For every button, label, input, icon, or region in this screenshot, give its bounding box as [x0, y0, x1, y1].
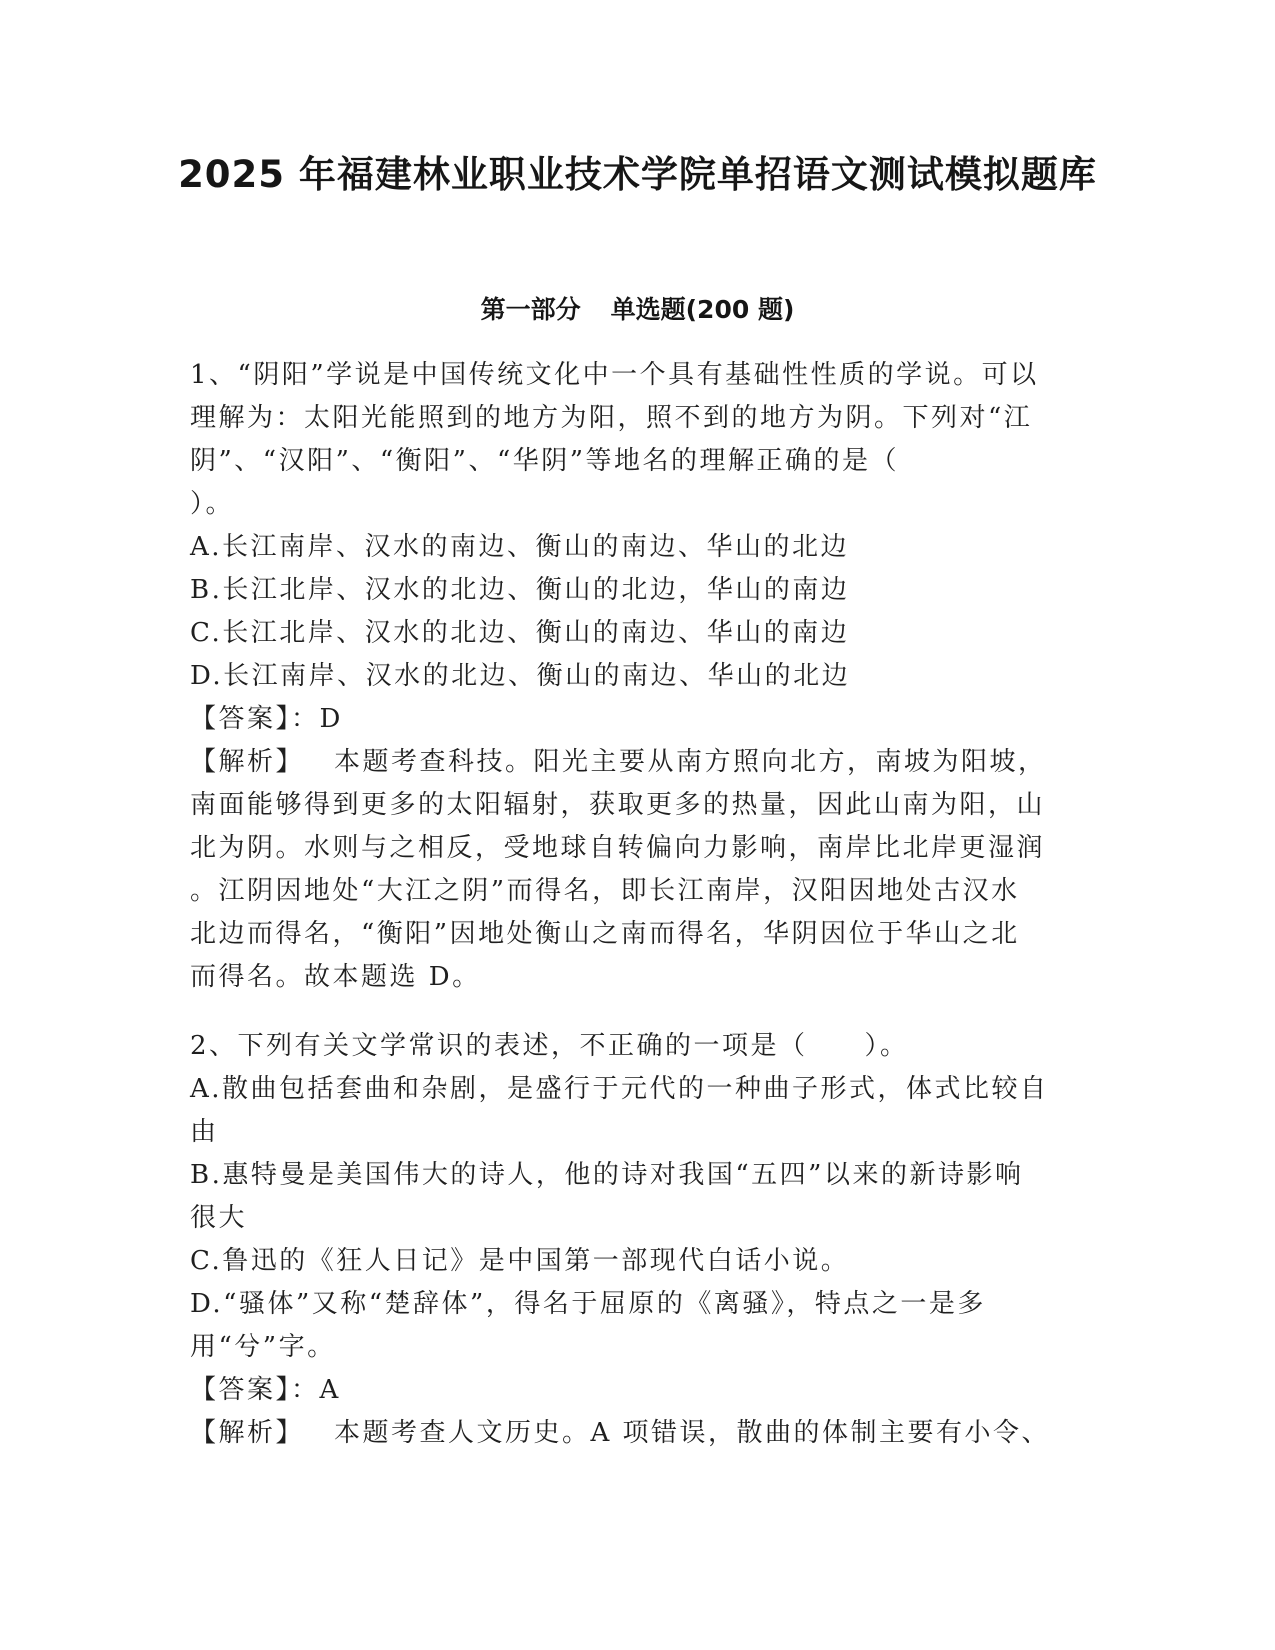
answer-value: D [319, 704, 343, 734]
option-a: A.长江南岸、汉水的南边、衡山的南边、华山的北边 [190, 532, 850, 562]
question-stem-line: 1、“阴阳”学说是中国传统文化中一个具有基础性性质的学说。可以 [190, 360, 1039, 390]
question-list [190, 354, 1080, 1455]
analysis-line [190, 1412, 1080, 1455]
answer-value: A [319, 1375, 341, 1405]
answer-line [190, 698, 1080, 741]
option-c: C.长江北岸、汉水的北边、衡山的南边、华山的南边 [190, 618, 850, 648]
question-stem-line: ）。 [190, 489, 235, 519]
option-a: A.散曲包括套曲和杂剧，是盛行于元代的一种曲子形式，体式比较自 [190, 1074, 1049, 1104]
option-d: D.“骚体”又称“楚辞体”，得名于屈原的《离骚》，特点之一是多 [190, 1289, 986, 1319]
option-b-continued: 很大 [190, 1203, 248, 1233]
question-stem-line: 2、下列有关文学常识的表述，不正确的一项是（ ）。 [190, 1031, 909, 1061]
section-name: 单选题(200 题) [610, 295, 795, 324]
document-title: 2025 年福建林业职业技术学院单招语文测试模拟题库 [178, 153, 1097, 196]
question-2 [190, 1025, 1080, 1455]
analysis-text: 本题考查人文历史。A 项错误，散曲的体制主要有小令、 [334, 1418, 1051, 1448]
question-stem-line: 理解为：太阳光能照到的地方为阳，照不到的地方为阴。下列对“江 [190, 403, 1033, 433]
analysis-line: 。江阴因地处“大江之阴”而得名，即长江南岸，汉阳因地处古汉水 [190, 876, 1020, 906]
analysis-line: 南面能够得到更多的太阳辐射，获取更多的热量，因此山南为阳，山 [190, 790, 1046, 820]
analysis-line [190, 741, 1080, 784]
analysis-line: 而得名。故本题选 D。 [190, 962, 481, 992]
option-a-continued: 由 [190, 1117, 219, 1147]
analysis-text: 本题考查科技。阳光主要从南方照向北方，南坡为阳坡， [334, 747, 1047, 777]
analysis-label: 【解析】 [190, 747, 305, 777]
option-d-continued: 用“兮”字。 [190, 1332, 336, 1362]
option-b: B.惠特曼是美国伟大的诗人，他的诗对我国“五四”以来的新诗影响 [190, 1160, 1024, 1190]
answer-line [190, 1369, 1080, 1412]
analysis-label: 【解析】 [190, 1418, 305, 1448]
section-heading [0, 292, 1275, 328]
section-part: 第一部分 [480, 295, 581, 324]
question-stem-line: 阴”、“汉阳”、“衡阳”、“华阴”等地名的理解正确的是（ [190, 446, 900, 476]
question-separator [190, 999, 1080, 1025]
analysis-line: 北为阴。水则与之相反，受地球自转偏向力影响，南岸比北岸更湿润 [190, 833, 1046, 863]
answer-label: 【答案】： [190, 1375, 320, 1405]
answer-label: 【答案】： [190, 704, 320, 734]
option-c: C.鲁迅的《狂人日记》是中国第一部现代白话小说。 [190, 1246, 850, 1276]
option-d: D.长江南岸、汉水的北边、衡山的南边、华山的北边 [190, 661, 851, 691]
analysis-line: 北边而得名，“衡阳”因地处衡山之南而得名，华阴因位于华山之北 [190, 919, 1020, 949]
question-1 [190, 354, 1080, 999]
option-b: B.长江北岸、汉水的北边、衡山的北边，华山的南边 [190, 575, 850, 605]
